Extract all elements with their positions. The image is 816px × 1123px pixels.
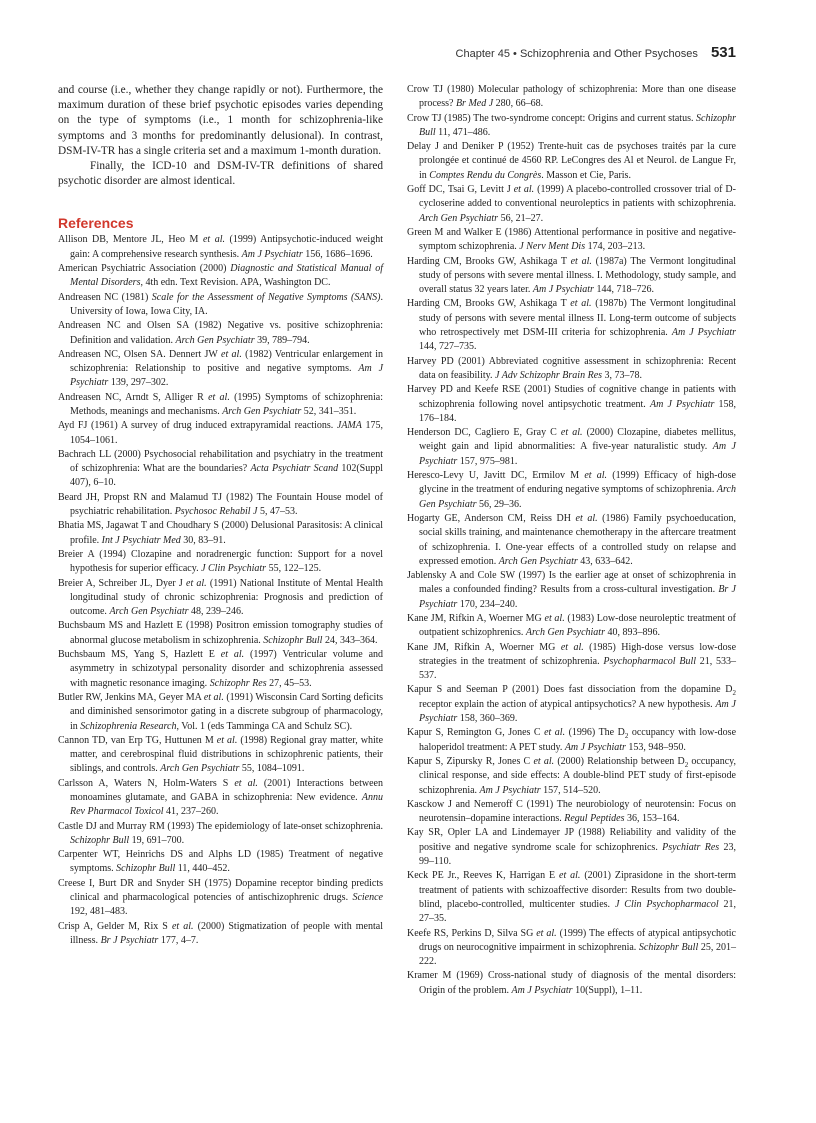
chapter-title: Schizophrenia and Other Psychoses — [519, 48, 698, 60]
reference-entry: Kane JM, Rifkin A, Woerner MG et al. (1985) High-dose versus low-dose strategies in the treatment of schizophrenia. Psychopharmacol Bull 21, 533–537. — [407, 641, 737, 682]
reference-entry: Harvey PD and Keefe RSE (2001) Studies of cognitive change in patients with schizophrenia following novel antipsychotic treatment. Am J Psychiatr 158, 176–184. — [407, 384, 737, 424]
reference-entry: Green M and Walker E (1986) Attentional performance in positive and negative-symptom schizophrenia. J Nerv Ment Dis 174, 203–213. — [407, 226, 736, 253]
reference-entry: Kasckow J and Nemeroff C (1991) The neurobiology of neurotensin: Focus on neurotensin–dopamine interactions. Regul Peptides 36, 153–164. — [407, 798, 736, 825]
reference-entry: Hogarty GE, Anderson CM, Reiss DH et al. (1986) Family psychoeducation, social skills training, and maintenance chemotherapy in the aftercare treatment of schizophrenia. I. One-year effects of a controlled study on relapse and expressed emotion. Arch Gen Psychiatr 43, 633–642. — [407, 512, 737, 567]
chapter-label: Chapter 45 — [455, 48, 510, 60]
reference-entry: Creese I, Burt DR and Snyder SH (1975) Dopamine receptor binding predicts clinical and pharmacological potencies of antischizophrenic drugs. Science 192, 481–483. — [58, 877, 383, 918]
reference-entry: Bhatia MS, Jagawat T and Choudhary S (2000) Delusional Parasitosis: A clinical profile. Int J Psychiatr Med 30, 83–91. — [58, 520, 383, 546]
reference-entry: Crow TJ (1985) The two-syndrome concept: Origins and current status. Schizophr Bull 11, 471–486. — [407, 112, 736, 138]
left-column — [58, 83, 383, 948]
reference-entry: Heresco-Levy U, Javitt DC, Ermilov M et al. (1999) Efficacy of high-dose glycine in the treatment of enduring negative symptoms of schizophrenia. Arch Gen Psychiatr 56, 29–36. — [407, 470, 736, 510]
reference-entry: Harding CM, Brooks GW, Ashikaga T et al. (1987b) The Vermont longitudinal study of persons with severe mental illness II. Long-term outcome of subjects who retrospectively met DSM-III criteria for schizophrenia. Am J Psychiatr 144, 727–735. — [407, 298, 736, 353]
reference-list-left — [58, 233, 383, 948]
reference-entry: Cannon TD, van Erp TG, Huttunen M et al. (1998) Regional gray matter, white matter, and cerebrospinal fluid distributions in schizophrenic patients, their siblings, and controls. Arch Gen Psychiatr 55, 1084–1091. — [58, 734, 384, 775]
body-paragraph: and course (i.e., whether they change rapidly or not). Furthermore, the maximum duration of these brief psychotic episodes varies depending on the type of symptoms (i.e., 1 month for schizophrenia-like symptoms and 3 months for predominantly delusional). In contrast, DSM-IV-TR has a single criteria set and a maximum 1-month duration. — [58, 84, 383, 157]
reference-entry: Crow TJ (1980) Molecular pathology of schizophrenia: More than one disease process? Br Med J 280, 66–68. — [407, 84, 736, 110]
reference-entry: Crisp A, Gelder M, Rix S et al. (2000) Stigmatization of people with mental illness. Br J Psychiatr 177, 4–7. — [58, 920, 383, 946]
reference-entry: Andreasen NC, Olsen SA. Dennert JW et al. (1982) Ventricular enlargement in schizophrenia: Relationship to positive and negative symptoms. Am J Psychiatr 139, 297–302. — [58, 348, 384, 389]
reference-entry: Andreasen NC, Arndt S, Alliger R et al. (1995) Symptoms of schizophrenia: Methods, meanings and mechanisms. Arch Gen Psychiatr 52, 341–351. — [58, 391, 383, 417]
reference-entry: Beard JH, Propst RN and Malamud TJ (1982) The Fountain House model of psychiatric rehabilitation. Psychosoc Rehabil J 5, 47–53. — [58, 491, 383, 518]
reference-entry: Buchsbaum MS, Yang S, Hazlett E et al. (1997) Ventricular volume and asymmetry in schizotypal personality disorder and schizophrenia assessed with magnetic resonance imaging. Schizophr Res 27, 45–53. — [58, 649, 384, 689]
reference-entry: Andreasen NC (1981) Scale for the Assessment of Negative Symptoms (SANS). University of Iowa, Iowa City, IA. — [58, 291, 383, 317]
reference-entry: Henderson DC, Cagliero E, Gray C et al. (2000) Clozapine, diabetes mellitus, weight gain and lipid abnormalities: A five-year naturalistic study. Am J Psychiatr 157, 975–981. — [407, 427, 736, 467]
page-number: 531 — [710, 44, 736, 61]
reference-entry: Jablensky A and Cole SW (1997) Is the earlier age at onset of schizophrenia in males a confounded finding? Results from a cross-cultural investigation. Br J Psychiatr 170, 234–240. — [407, 570, 736, 610]
reference-entry: Keefe RS, Perkins D, Silva SG et al. (1999) The effects of atypical antipsychotic drugs on neurocognitive impairment in schizophrenia. Schizophr Bull 25, 201–222. — [407, 927, 737, 968]
reference-entry: Kapur S, Remington G, Jones C et al. (1996) The $D_2$ occupancy with low-dose haloperidol treatment: A PET study. Am J Psychiatr 153, 948–950. — [407, 727, 737, 753]
reference-entry: American Psychiatric Association (2000) Diagnostic and Statistical Manual of Mental Disorders, 4th edn. Text Revision. APA, Washington DC. — [58, 263, 383, 289]
reference-entry: Breier A (1994) Clozapine and noradrenergic function: Support for a novel hypothesis for superior efficacy. J Clin Psychiatr 55, 122–125. — [58, 548, 383, 575]
reference-entry: Bachrach LL (2000) Psychosocial rehabilitation and psychiatry in the treatment of schizophrenia: What are the boundaries? Acta Psychiatr Scand 102(Suppl 407), 6–10. — [58, 448, 384, 489]
reference-entry: Breier A, Schreiber JL, Dyer J et al. (1991) National Institute of Mental Health longitudinal study of chronic schizophrenia: Prognosis and prediction of outcome. Arch Gen Psychiatr 48, 239–246. — [58, 577, 383, 618]
reference-entry: Kane JM, Rifkin A, Woerner MG et al. (1983) Low-dose neuroleptic treatment of outpatient schizophrenics. Arch Gen Psychiatr 40, 893–896. — [407, 612, 736, 639]
running-header — [400, 44, 736, 61]
reference-entry: Kramer M (1969) Cross-national study of diagnosis of the mental disorders: Origin of the problem. Am J Psychiatr 10(Suppl), 1–11. — [407, 970, 736, 996]
body-paragraph: Finally, the ICD-10 and DSM-IV-TR definitions of shared psychotic disorder are almost identical. — [58, 160, 383, 188]
reference-entry: Delay J and Deniker P (1952) Trente-huit cas de psychoses traités par la cure prolongée et continué de 4560 RP. LeCongres des Al et Neurol. de Langue Fr, in Comptes Rendu du Congrès. Masson et Cie, Paris. — [407, 141, 736, 181]
references-heading: References — [58, 215, 134, 232]
reference-entry: Castle DJ and Murray RM (1993) The epidemiology of late-onset schizophrenia. Schizophr Bull 19, 691–700. — [58, 820, 383, 846]
reference-list-right — [407, 83, 736, 998]
reference-entry: Kay SR, Opler LA and Lindemayer JP (1988) Reliability and validity of the positive and negative syndrome scale for schizophrenics. Psychiatr Res 23, 99–110. — [407, 827, 737, 868]
reference-entry: Andreasen NC and Olsen SA (1982) Negative vs. positive schizophrenia: Definition and validation. Arch Gen Psychiatr 39, 789–794. — [58, 320, 383, 346]
reference-entry: Ayd FJ (1961) A survey of drug induced extrapyramidal reactions. JAMA 175, 1054–1061. — [58, 420, 383, 446]
reference-entry: Harding CM, Brooks GW, Ashikaga T et al. (1987a) The Vermont longitudinal study of persons with severe mental illness. I. Methodology, study sample, and overall status 32 years later. Am J Psychiatr 144, 718–726. — [407, 255, 737, 296]
reference-entry: Buchsbaum MS and Hazlett E (1998) Positron emission tomography studies of abnormal glucose metabolism in schizophrenia. Schizophr Bull 24, 343–364. — [58, 620, 383, 646]
reference-entry: Harvey PD (2001) Abbreviated cognitive assessment in schizophrenia: Recent data on feasibility. J Adv Schizophr Brain Res 3, 73–78. — [407, 355, 736, 381]
reference-entry: Allison DB, Mentore JL, Heo M et al. (1999) Antipsychotic-induced weight gain: A comprehensive research synthesis. Am J Psychiatr 156, 1686–1696. — [58, 234, 383, 260]
reference-entry: Kapur S and Seeman P (2001) Does fast dissociation from the dopamine $D_2$ receptor explain the action of atypical antipsychotics? A new hypothesis. Am J Psychiatr 158, 360–369. — [407, 684, 736, 725]
header-separator: • — [513, 48, 517, 60]
reference-entry: Kapur S, Zipursky R, Jones C et al. (2000) Relationship between $D_2$ occupancy, clinical response, and side effects: A double-blind PET study of first-episode schizophrenia. Am J Psychiatr 157, 514–520. — [407, 755, 737, 796]
reference-entry: Carlsson A, Waters N, Holm-Waters S et al. (2001) Interactions between monoamines glutamate, and GABA in schizophrenia: New evidence. Annu Rev Pharmacol Toxicol 41, 237–260. — [58, 777, 383, 818]
reference-entry: Carpenter WT, Heinrichs DS and Alphs LD (1985) Treatment of negative symptoms. Schizophr Bull 11, 440–452. — [58, 849, 383, 875]
reference-entry: Butler RW, Jenkins MA, Geyer MA et al. (1991) Wisconsin Card Sorting deficits and diminished sensorimotor gating in a discrete subgroup of pharmacology, in Schizophrenia Research, Vol. 1 (eds Tamminga CA and Schulz SC). — [58, 691, 383, 732]
right-column — [407, 83, 736, 998]
reference-entry: Goff DC, Tsai G, Levitt J et al. (1999) A placebo-controlled crossover trial of D-cycloserine added to conventional neuroleptics in patients with schizophrenia. Arch Gen Psychiatr 56, 21–27. — [407, 184, 736, 224]
reference-entry: Keck PE Jr., Reeves K, Harrigan E et al. (2001) Ziprasidone in the short-term treatment of patients with schizoaffective disorder: Results from two double-blind, placebo-controlled, multicenter studies. J Clin Psychopharmacol 21, 27–35. — [407, 870, 737, 925]
